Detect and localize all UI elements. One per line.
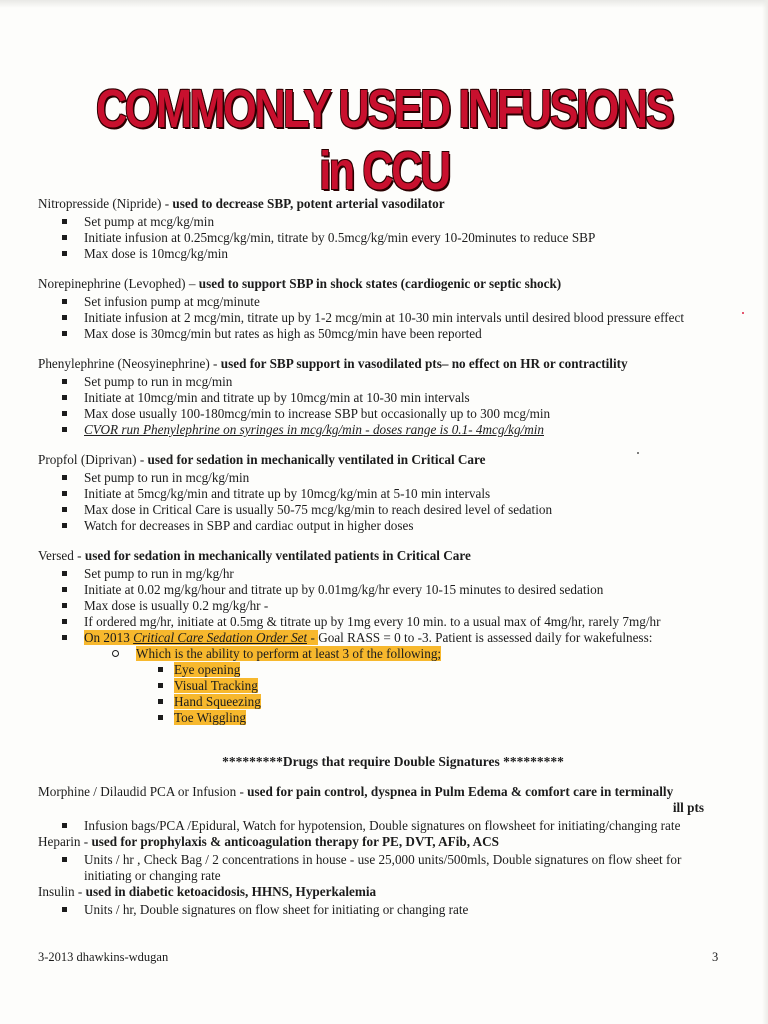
footer-credit: 3-2013 dhawkins-wdugan — [38, 950, 169, 964]
order-set-rest: Goal RASS = 0 to -3. Patient is assessed daily for wakefulness: — [318, 630, 653, 645]
bullet-list — [38, 374, 728, 438]
order-set-link: Critical Care Sedation Order Set — [133, 630, 308, 645]
list-item-subsub — [38, 694, 728, 710]
bullet-list — [38, 566, 728, 726]
list-item: Initiate at 5mcg/kg/min and titrate up by 10mcg/kg/min at 5-10 min intervals — [38, 486, 728, 502]
drug-name: Heparin - — [38, 834, 92, 849]
drug-use: used for SBP support in vasodilated pts– no effect on HR or contractility — [220, 356, 628, 371]
order-set-dash: - — [307, 630, 319, 645]
section-morphine — [38, 784, 728, 834]
drug-name: Insulin - — [38, 884, 86, 899]
drug-name: Morphine / Dilaudid PCA or Infusion - — [38, 784, 248, 799]
bullet-list — [38, 818, 728, 834]
drug-use: used for prophylaxis & anticoagulation therapy for PE, DVT, AFib, ACS — [91, 834, 499, 849]
drug-name: Phenylephrine (Neosyinephrine) - — [38, 356, 221, 371]
document-body — [38, 196, 728, 918]
bullet-list — [38, 852, 728, 884]
list-item: Infusion bags/PCA /Epidural, Watch for hypotension, Double signatures on flowsheet for initiating/changing rate — [38, 818, 728, 834]
drug-use: used to decrease SBP, potent arterial vasodilator — [172, 196, 445, 211]
page-number: 3 — [712, 950, 719, 964]
criterion-eye-opening: Eye opening — [174, 662, 241, 677]
list-item: Max dose usually 100-180mcg/min to increase SBP but occasionally up to 300 mcg/min — [38, 406, 728, 422]
list-item: Set pump at mcg/kg/min — [38, 214, 728, 230]
list-item: Max dose is usually 0.2 mg/kg/hr - — [38, 598, 728, 614]
bullet-list — [38, 470, 728, 534]
double-signatures-heading: *********Drugs that require Double Signatures ********* — [222, 754, 564, 769]
list-item-subsub — [38, 662, 728, 678]
drug-name: Versed - — [38, 548, 85, 563]
section-propofol — [38, 452, 728, 534]
criterion-visual-tracking: Visual Tracking — [174, 678, 258, 693]
section-nitropresside — [38, 196, 728, 262]
drug-use: used to support SBP in shock states (cardiogenic or septic shock) — [198, 276, 562, 291]
list-item: Initiate at 0.02 mg/kg/hour and titrate up by 0.01mg/kg/hr every 10-15 minutes to desired sedation — [38, 582, 728, 598]
bullet-list — [38, 214, 728, 262]
list-item: Set pump to run in mcg/kg/min — [38, 470, 728, 486]
scan-speck — [742, 312, 744, 314]
list-item: Units / hr, Double signatures on flow sheet for initiating or changing rate — [38, 902, 728, 918]
list-item: Max dose is 30mcg/min but rates as high as 50mcg/min have been reported — [38, 326, 728, 342]
list-item: Set pump to run in mg/kg/hr — [38, 566, 728, 582]
scan-speck — [637, 452, 639, 454]
section-versed — [38, 548, 728, 726]
page-title: COMMONLY USED INFUSIONS in CCU — [95, 79, 673, 201]
drug-use: used for sedation in mechanically ventilated patients in Critical Care — [84, 548, 471, 563]
list-item-cvor-note — [38, 422, 728, 438]
cvor-note: CVOR run Phenylephrine on syringes in mcg/kg/min - doses range is 0.1- 4mcg/kg/min — [84, 422, 544, 437]
criterion-toe-wiggling: Toe Wiggling — [174, 710, 246, 725]
wakefulness-criteria: Which is the ability to perform at least 3 of the following; — [136, 646, 442, 661]
list-item: Set infusion pump at mcg/minute — [38, 294, 728, 310]
order-set-prefix: On 2013 — [84, 630, 134, 645]
scan-edge-top — [0, 0, 768, 8]
drug-use: used for pain control, dyspnea in Pulm Edema & comfort care in terminally — [247, 784, 674, 799]
drug-use: used in diabetic ketoacidosis, HHNS, Hyperkalemia — [85, 884, 377, 899]
drug-name: Propfol (Diprivan) - — [38, 452, 148, 467]
drug-name: Norepinephrine (Levophed) – — [38, 276, 199, 291]
drug-use-continued: ill pts — [672, 800, 704, 815]
list-item-sub — [38, 646, 728, 662]
list-item: Initiate infusion at 2 mcg/min, titrate up by 1-2 mcg/min at 10-30 min intervals until desired blood pressure effect — [38, 310, 728, 326]
section-norepinephrine — [38, 276, 728, 342]
bullet-list — [38, 902, 728, 918]
criterion-hand-squeezing: Hand Squeezing — [174, 694, 261, 709]
list-item: Set pump to run in mcg/min — [38, 374, 728, 390]
list-item-subsub — [38, 678, 728, 694]
list-item: Initiate infusion at 0.25mcg/kg/min, titrate by 0.5mcg/kg/min every 10-20minutes to reduce SBP — [38, 230, 728, 246]
list-item: Units / hr , Check Bag / 2 concentrations in house - use 25,000 units/500mls, Double signatures on flow sheet for initiating or changing rate — [38, 852, 728, 884]
drug-use: used for sedation in mechanically ventilated in Critical Care — [147, 452, 486, 467]
list-item: Max dose is 10mcg/kg/min — [38, 246, 728, 262]
section-phenylephrine — [38, 356, 728, 438]
section-insulin — [38, 884, 728, 918]
list-item: Max dose in Critical Care is usually 50-75 mcg/kg/min to reach desired level of sedation — [38, 502, 728, 518]
scan-edge-right — [762, 0, 768, 1024]
list-item: Watch for decreases in SBP and cardiac output in higher doses — [38, 518, 728, 534]
list-item: If ordered mg/hr, initiate at 0.5mg & titrate up by 1mg every 10 min. to a usual max of 4mg/hr, rarely 7mg/hr — [38, 614, 728, 630]
section-heparin — [38, 834, 728, 884]
list-item-subsub — [38, 710, 728, 726]
bullet-list — [38, 294, 728, 342]
drug-name: Nitropresside (Nipride) - — [38, 196, 173, 211]
list-item-order-set — [38, 630, 728, 646]
list-item: Initiate at 10mcg/min and titrate up by 10mcg/min at 10-30 min intervals — [38, 390, 728, 406]
